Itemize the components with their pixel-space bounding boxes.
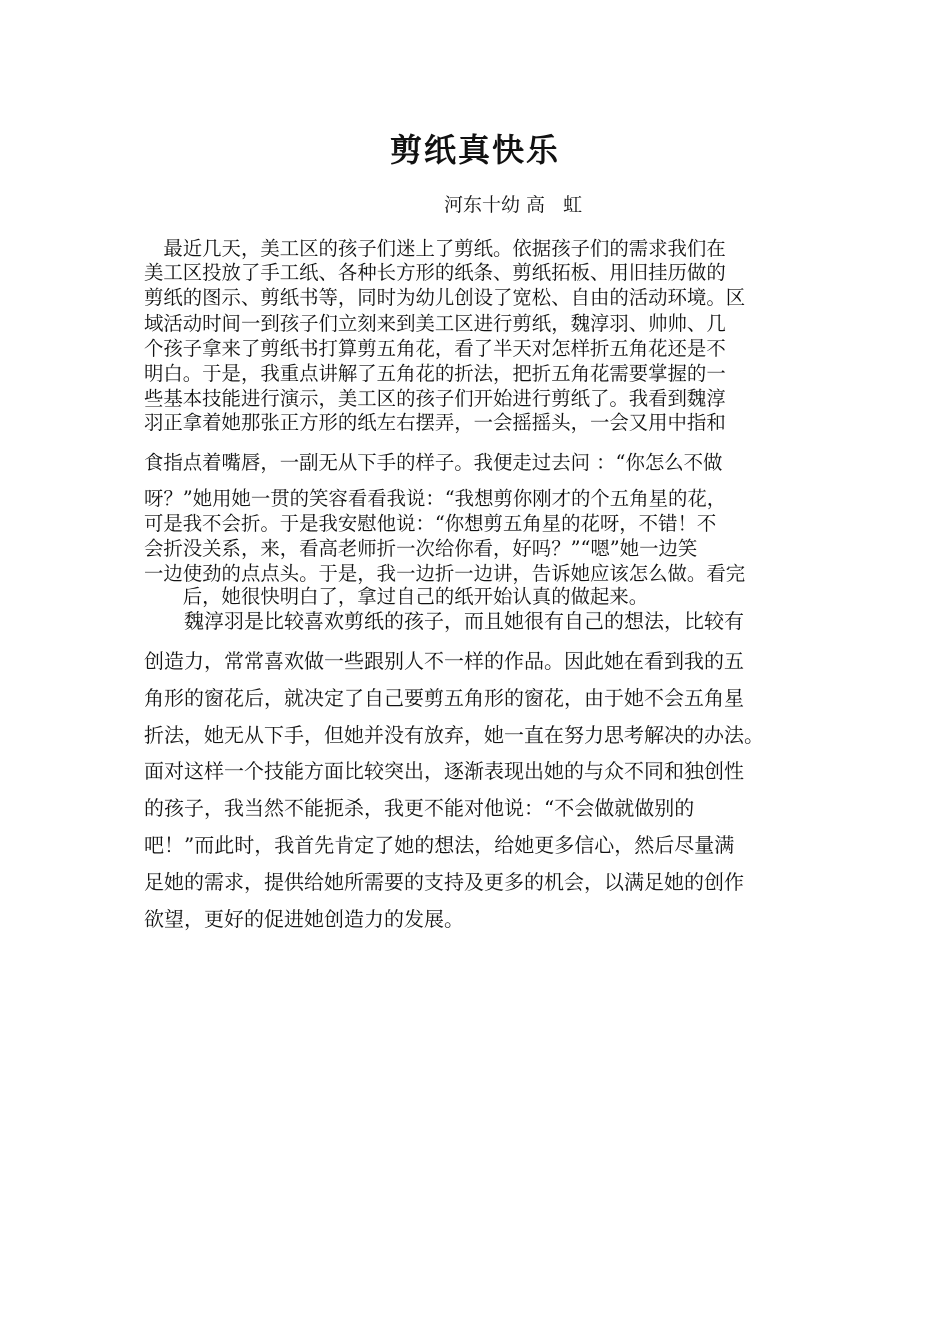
- paragraph-line: 羽正拿着她那张正方形的纸左右摆弄，一会摇摇头，一会又用中指和: [144, 411, 726, 434]
- paragraph-line: 域活动时间一到孩子们立刻来到美工区进行剪纸，魏淳羽、帅帅、几: [144, 312, 726, 335]
- paragraph-line: 可是我不会折。于是我安慰他说：“你想剪五角星的花呀，不错！不: [144, 512, 717, 535]
- paragraph-line: 剪纸的图示、剪纸书等，同时为幼儿创设了宽松、自由的活动环境。区: [144, 286, 746, 309]
- paragraph-line: 足她的需求，提供给她所需要的支持及更多的机会，以满足她的创作: [144, 870, 744, 894]
- paragraph-line: 呀？”她用她一贯的笑容看看我说：“我想剪你刚才的个五角星的花，: [144, 487, 727, 510]
- paragraph-line: 角形的窗花后，就决定了自己要剪五角形的窗花，由于她不会五角星: [144, 686, 744, 710]
- paragraph-line: 创造力，常常喜欢做一些跟别人不一样的作品。因此她在看到我的五: [144, 649, 744, 673]
- paragraph-line: 些基本技能进行演示，美工区的孩子们开始进行剪纸了。我看到魏淳: [144, 387, 726, 410]
- paragraph-line: 欲望，更好的促进她创造力的发展。: [144, 907, 464, 931]
- paragraph-line: 面对这样一个技能方面比较突出，逐渐表现出她的与众不同和独创性: [144, 759, 744, 783]
- paragraph-line: 会折没关系，来，看高老师折一次给你看，好吗？”“嗯”她一边笑: [144, 537, 698, 560]
- paragraph-line: 一边使劲的点点头。于是，我一边折一边讲，告诉她应该怎么做。看完: [144, 562, 746, 585]
- paragraph-line: 魏淳羽是比较喜欢剪纸的孩子，而且她很有自己的想法，比较有: [144, 609, 744, 633]
- document-title: 剪纸真快乐: [389, 131, 560, 169]
- paragraph-line: 明白。于是，我重点讲解了五角花的折法，把折五角花需要掌握的一: [144, 362, 726, 385]
- paragraph-line: 后，她很快明白了，拿过自己的纸开始认真的做起来。: [144, 585, 649, 608]
- paragraph-line: 吧！”而此时，我首先肯定了她的想法，给她更多信心，然后尽量满: [144, 833, 735, 857]
- paragraph-line: 个孩子拿来了剪纸书打算剪五角花，看了半天对怎样折五角花还是不: [144, 337, 726, 360]
- paragraph-line: 折法，她无从下手，但她并没有放弃，她一直在努力思考解决的办法。: [144, 723, 764, 747]
- paragraph-line: 美工区投放了手工纸、各种长方形的纸条、剪纸拓板、用旧挂历做的: [144, 261, 726, 284]
- paragraph-line: 的孩子，我当然不能扼杀，我更不能对他说：“不会做就做别的: [144, 796, 695, 820]
- paragraph-line: 最近几天，美工区的孩子们迷上了剪纸。依据孩子们的需求我们在: [144, 237, 726, 260]
- paragraph-line: 食指点着嘴唇，一副无从下手的样子。我便走过去问 ：“你怎么不做: [144, 451, 723, 474]
- author-line: 河东十幼 高 虹: [444, 194, 583, 216]
